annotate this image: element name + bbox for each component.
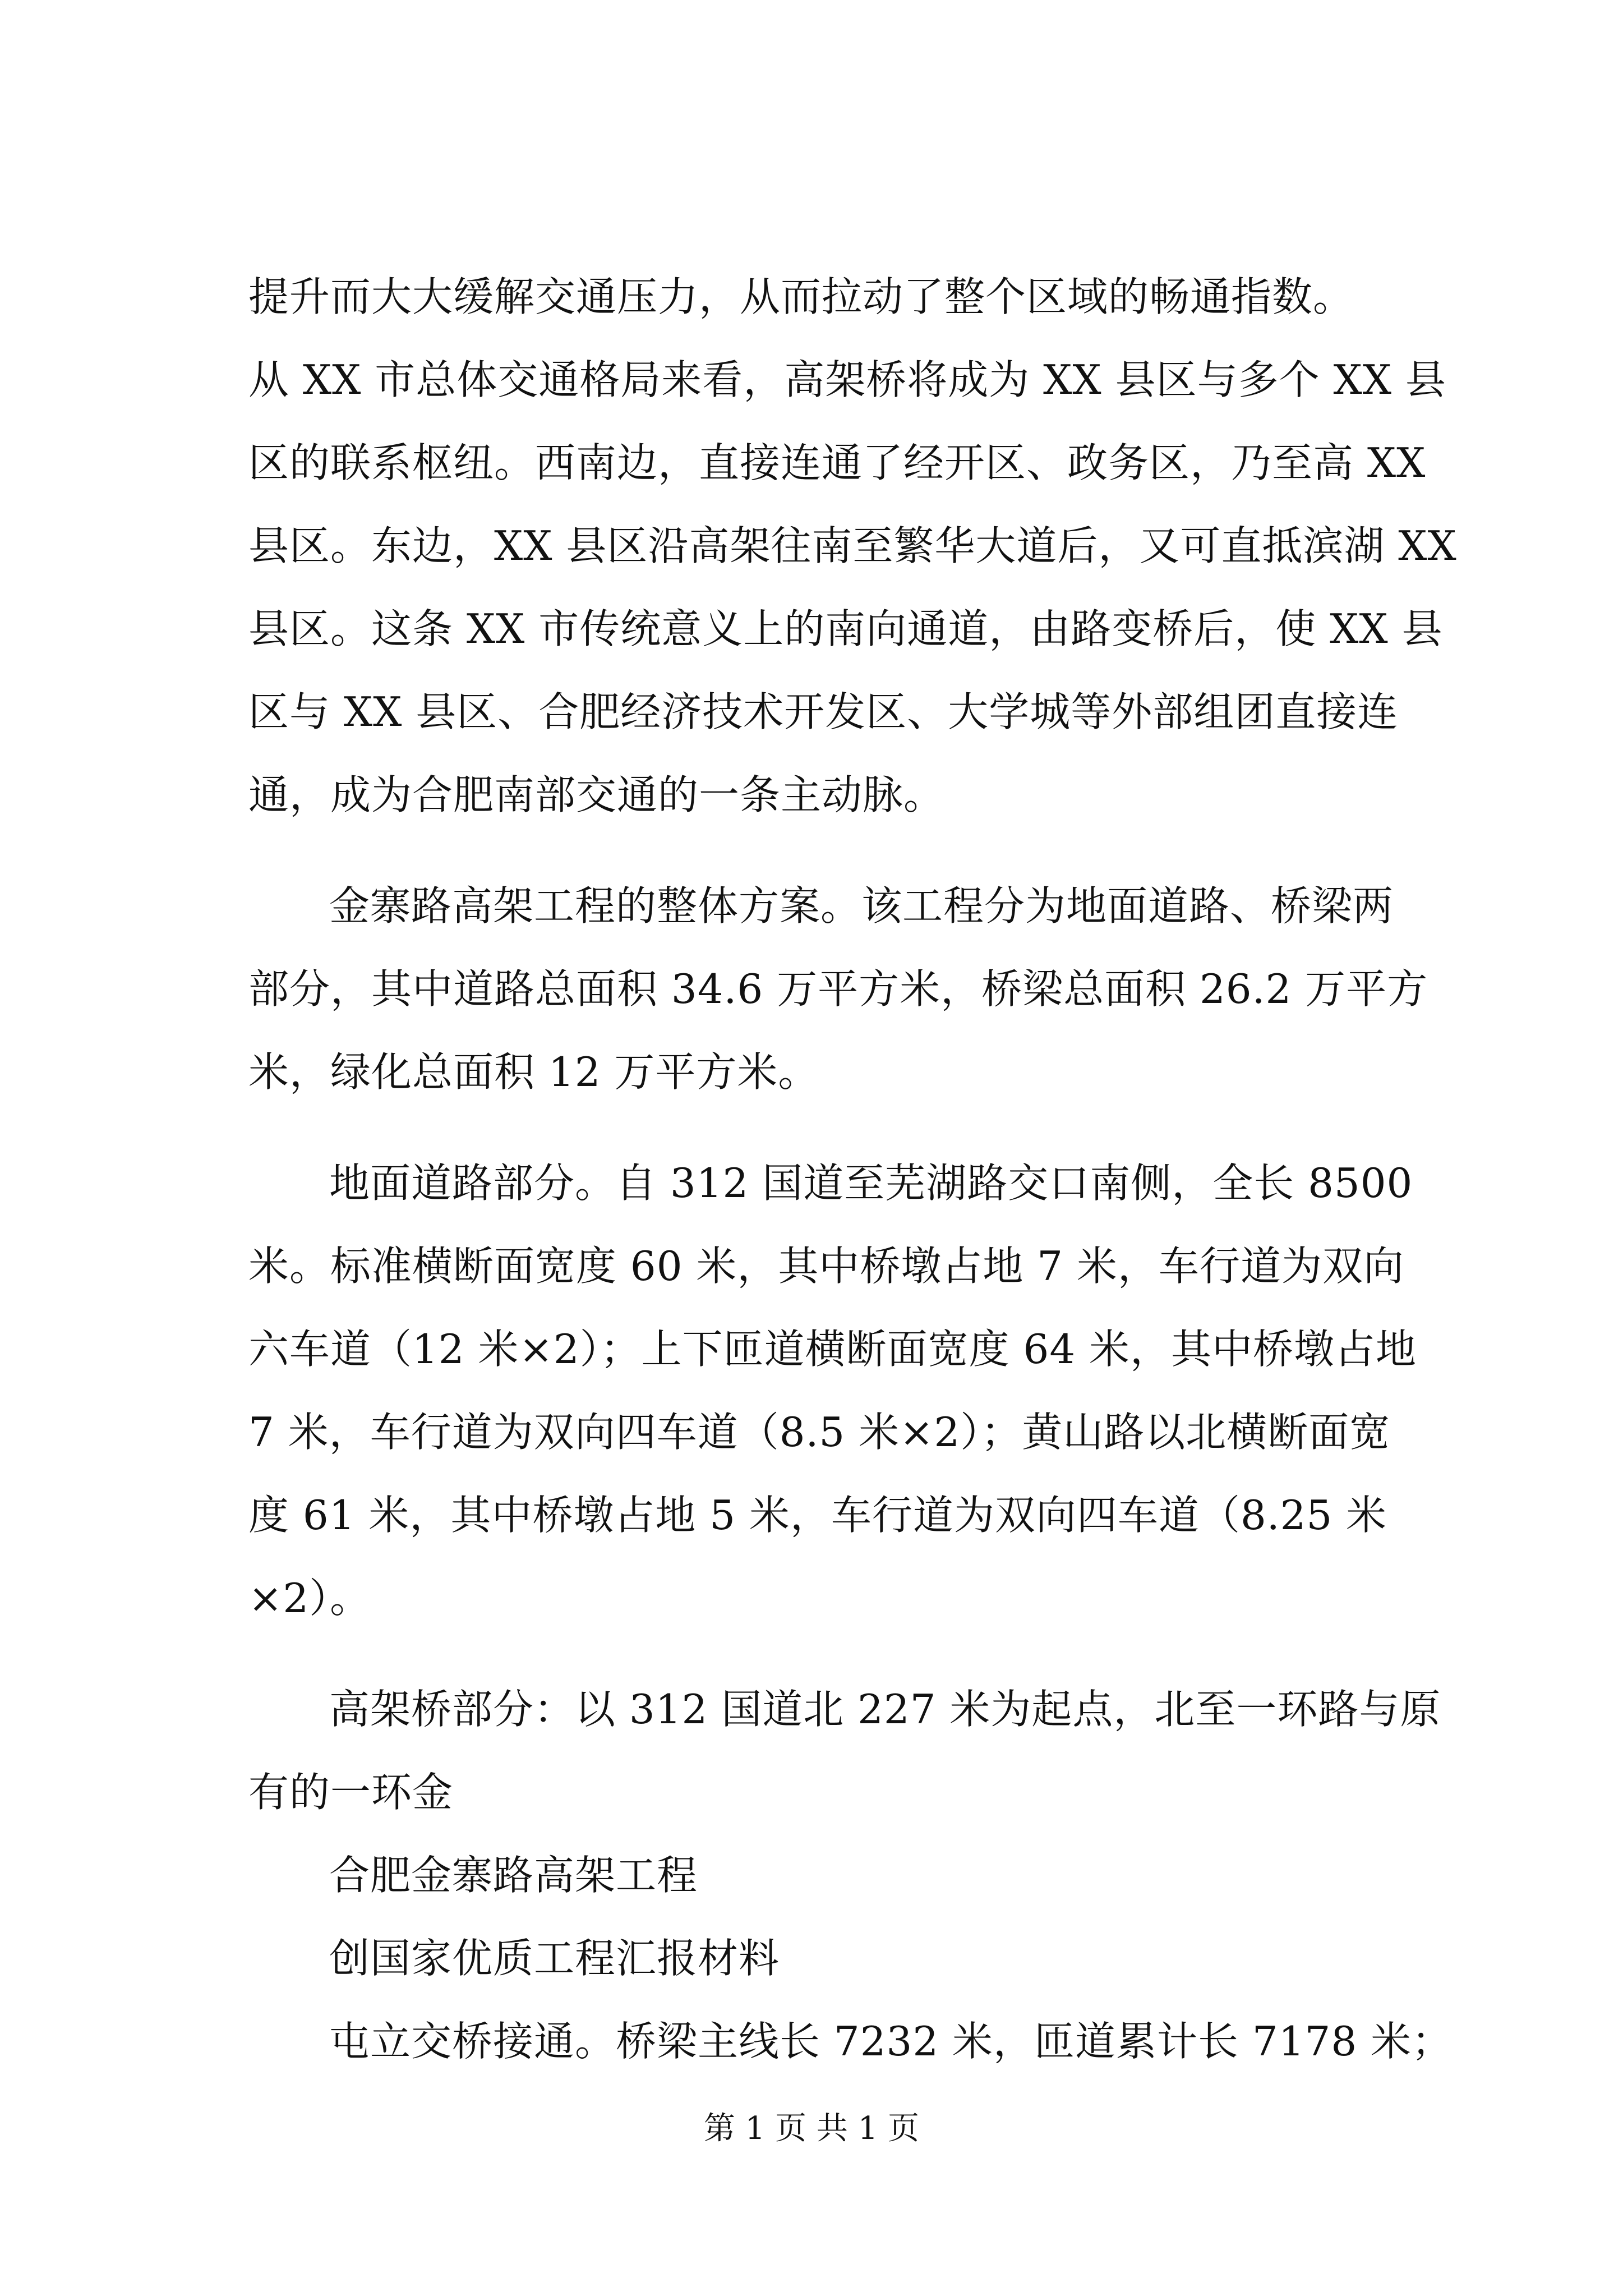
text-line: 县区。这条 XX 市传统意义上的南向通道，由路变桥后，使 XX 县 <box>248 605 1443 652</box>
text-line: 米。标准横断面宽度 60 米，其中桥墩占地 7 米，车行道为双向 <box>248 1243 1404 1290</box>
text-line: 有的一环金 <box>248 1769 454 1816</box>
heading-line: 创国家优质工程汇报材料 <box>329 1935 780 1982</box>
text-line: 通，成为合肥南部交通的一条主动脉。 <box>248 771 945 818</box>
text-line: 区的联系枢纽。西南边，直接连通了经开区、政务区，乃至高 XX <box>248 439 1426 486</box>
page-footer: 第 1 页 共 1 页 <box>703 2110 920 2147</box>
heading-line: 合肥金寨路高架工程 <box>329 1852 698 1899</box>
document-body <box>248 255 1457 2083</box>
paragraph-start-line: 地面道路部分。自 312 国道至芜湖路交口南侧，全长 8500 <box>329 1159 1413 1207</box>
text-line: 度 61 米，其中桥墩占地 5 米，车行道为双向四车道（8.25 米 <box>248 1492 1387 1539</box>
text-line: 7 米，车行道为双向四车道（8.5 米×2）；黄山路以北横断面宽 <box>248 1409 1391 1456</box>
text-line: 米，绿化总面积 12 万平方米。 <box>248 1048 819 1096</box>
text-line: 部分，其中道路总面积 34.6 万平方米，桥梁总面积 26.2 万平方 <box>248 965 1428 1013</box>
text-line: ×2）。 <box>248 1575 371 1622</box>
text-line: 提升而大大缓解交通压力，从而拉动了整个区域的畅通指数。 <box>248 273 1354 320</box>
paragraph-start-line: 高架桥部分：以 312 国道北 227 米为起点，北至一环路与原 <box>329 1686 1441 1733</box>
text-line: 区与 XX 县区、合肥经济技术开发区、大学城等外部组团直接连 <box>248 688 1399 735</box>
text-line: 从 XX 市总体交通格局来看，高架桥将成为 XX 县区与多个 XX 县 <box>248 356 1446 403</box>
paragraph-start-line: 金寨路高架工程的整体方案。该工程分为地面道路、桥梁两 <box>329 882 1394 930</box>
text-line: 县区。东边，XX 县区沿高架往南至繁华大道后，又可直抵滨湖 XX <box>248 522 1457 569</box>
paragraph-start-line: 屯立交桥接通。桥梁主线长 7232 米，匝道累计长 7178 米； <box>329 2018 1453 2065</box>
text-line: 六车道（12 米×2）；上下匝道横断面宽度 64 米，其中桥墩占地 <box>248 1326 1417 1373</box>
